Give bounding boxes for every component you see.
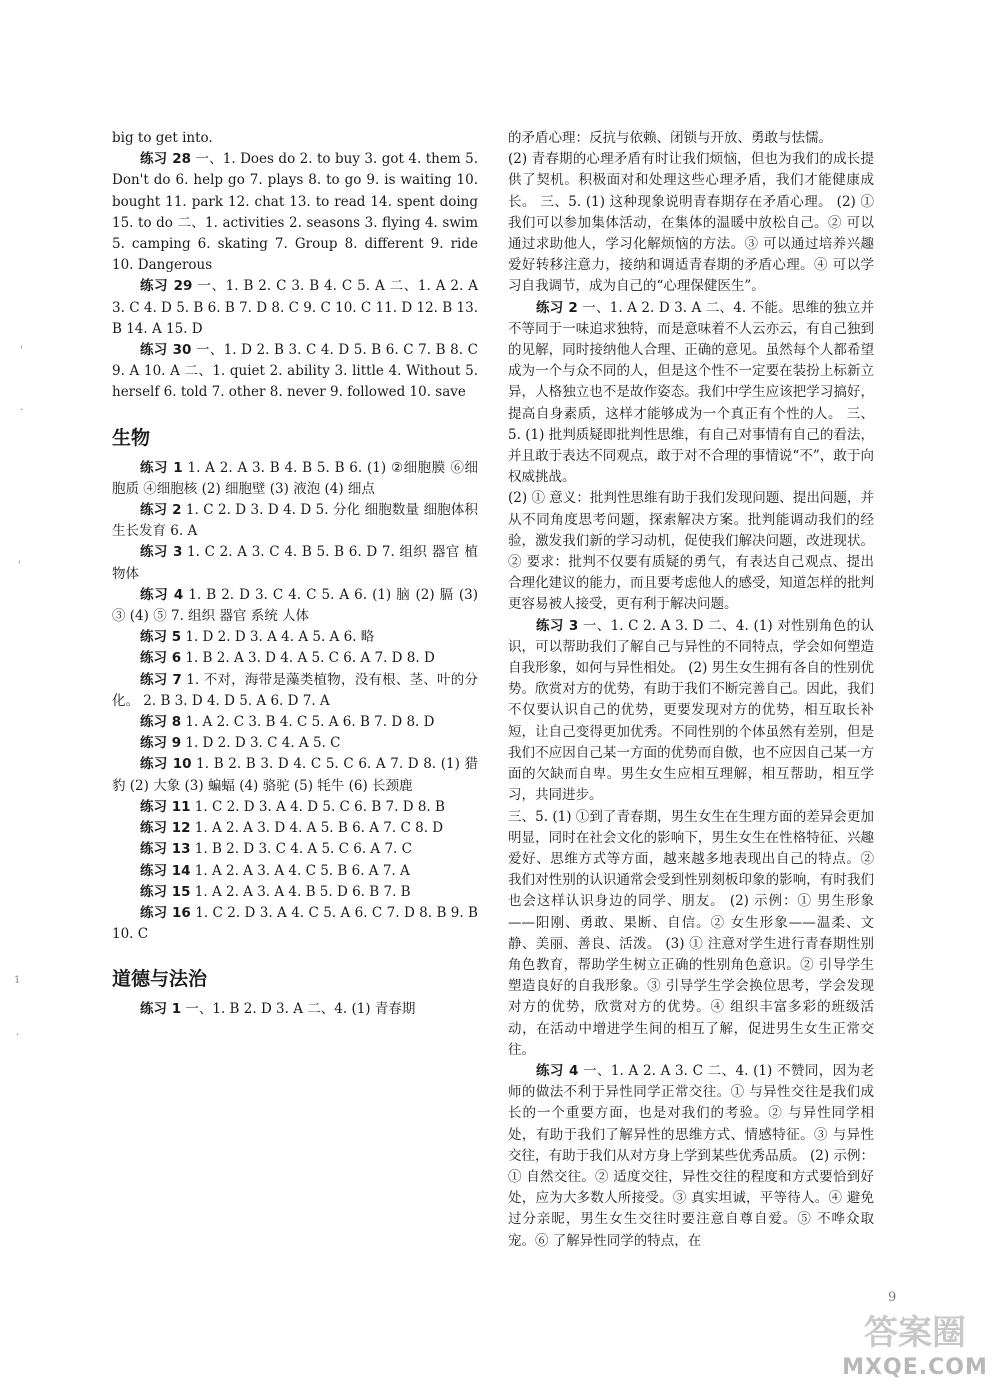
- exercise-label: 练习 2: [140, 502, 182, 519]
- exercise-answer: [112, 500, 478, 542]
- exercise-label: 练习 5: [140, 629, 182, 646]
- exercise-label: 练习 6: [140, 650, 182, 667]
- answer-text: 1. A 2. A 3. B 4. B 5. B 6. (1) ②细胞膜 ⑥细胞质 ④细胞核 (2) 细胞壁 (3) 液泡 (4) 细点: [112, 459, 478, 497]
- answer-text: big to get into.: [112, 130, 213, 146]
- exercise-label: 练习 3: [140, 544, 183, 561]
- answer-text: 1. A 2. A 3. A 4. B 5. D 6. B 7. B: [190, 883, 411, 900]
- exercise-answer: [112, 585, 478, 627]
- answer-text: 的矛盾心理：反抗与依赖、闭锁与开放、勇敢与怯懦。: [508, 130, 832, 146]
- exercise-answer: [112, 797, 478, 818]
- exercise-answer: [112, 340, 478, 404]
- exercise-answer: [112, 839, 478, 860]
- left-column: [112, 128, 478, 1021]
- answer-paragraph: [508, 128, 874, 149]
- answer-text: 1. B 2. D 3. C 4. C 5. A 6. (1) 脑 (2) 膈 (3) ③ (4) ⑤ 7. 组织 器官 系统 人体: [112, 586, 479, 625]
- answer-text: 1. C 2. D 3. D 4. D 5. 分化 细胞数量 细胞体积 生长发育 6. A: [112, 502, 478, 540]
- section-heading: 生物: [112, 426, 151, 449]
- exercise-answer: [112, 903, 478, 945]
- answer-text: (2) 青春期的心理矛盾有时让我们烦恼，但也为我们的成长提供了契机。积极面对和处理这些心理矛盾，我们才能健康成长。 三、5. (1) 这种现象说明青春期存在矛盾心理。 (2) ① 我们可以参加集体活动，在集体的温暖中放松自己。② 可以通过求助他人，学习化解烦恼的方法。③ 可以通过培养兴趣爱好转移注意力，接纳和调适青春期的矛盾心理。④ 可以学习自我调节，成为自己的“心理保健医生”。: [508, 151, 874, 295]
- exercise-answer: [112, 648, 478, 669]
- exercise-label: 练习 9: [140, 735, 182, 752]
- exercise-answer: [112, 542, 478, 584]
- answer-text: 1. C 2. A 3. C 4. B 5. B 6. D 7. 组织 器官 植物体: [112, 544, 479, 582]
- exercise-label: 练习 14: [140, 862, 191, 879]
- answer-paragraph: [508, 488, 874, 615]
- exercise-label: 练习 28: [140, 151, 191, 168]
- answer-text: 1. B 2. D 3. C 4. A 5. C 6. A 7. C: [190, 841, 412, 858]
- exercise-label: 练习 4: [140, 586, 184, 603]
- exercise-label: 练习 30: [140, 342, 192, 359]
- exercise-answer: [112, 861, 478, 882]
- watermark-site: MXQE.COM: [842, 1355, 988, 1380]
- exercise-label: 练习 1: [140, 1001, 182, 1018]
- exercise-label: 练习 7: [140, 671, 182, 688]
- answer-text: 一、1. Does do 2. to buy 3. got 4. them 5. Don't do 6. help go 7. plays 8. to go 9. is waiting 10. bought 11. park 12. chat 13. to read 14. spent doing 15. to do 二、1. activities 2. seasons 3. flying 4. swim 5. camping 6. skating 7. Group 8. different 9. ride 10. Dangerous: [112, 151, 478, 274]
- answer-text: 1. C 2. D 3. A 4. C 5. A 6. C 7. D 8. B 9. B 10. C: [112, 904, 478, 943]
- exercise-answer: [508, 298, 874, 489]
- answer-paragraph: [508, 807, 874, 1061]
- exercise-answer: [112, 670, 478, 712]
- exercise-answer: [112, 276, 478, 340]
- answer-text: 一、1. A 2. A 3. C 二、4. (1) 不赞同，因为老师的做法不利于异性同学正常交往。① 与异性交往是我们成长的一个重要方面，也是对我们的考验。② 与异性同学相处，有助于我们了解异性的思维方式、情感特征。③ 与异性交往，有助于我们从对方身上学到某些优秀品质。 (2) 示例：① 自然交往。② 适度交往，异性交往的程度和方式要恰到好处，应为大多数人所接受。③ 真实坦诚，平等待人。④ 避免过分亲昵，男生女生交往时要注意自尊自爱。⑤ 不哗众取宠。⑥ 了解异性同学的特点，在: [508, 1062, 875, 1249]
- answer-text: 1. B 2. A 3. D 4. A 5. C 6. A 7. D 8. D: [181, 650, 435, 667]
- answer-text: 1. A 2. C 3. B 4. C 5. A 6. B 7. D 8. D: [181, 714, 435, 731]
- answer-text: 一、1. B 2. D 3. A 二、4. (1) 青春期: [181, 1001, 416, 1018]
- answer-paragraph: [508, 149, 874, 297]
- exercise-label: 练习 16: [140, 904, 191, 921]
- exercise-label: 练习 10: [140, 756, 192, 773]
- answer-text: 1. B 2. B 3. D 4. C 5. C 6. A 7. D 8. (1) 猎豹 (2) 大象 (3) 蝙蝠 (4) 骆驼 (5) 牦牛 (6) 长颈鹿: [112, 756, 478, 794]
- answer-text: 一、1. C 2. A 3. D 二、4. (1) 对性别角色的认识，可以帮助我们了解自己与异性的不同特点，学会如何塑造自我形象，如何与异性相处。 (2) 男生女生拥有各自的性别优势。欣赏对方的优势，有助于我们不断完善自己。因此，我们不仅要认识自己的优势，更要发现对方的优势，相互取长补短，让自己变得更加优秀。不同性别的个体虽然有差别，但是我们不应因自己某一方面的优势而自傲，也不应因自己某一方面的欠缺而自卑。男生女生应相互理解，相互帮助，相互学习，共同进步。: [508, 617, 874, 804]
- answer-text: 1. A 2. A 3. A 4. C 5. B 6. A 7. A: [190, 862, 410, 879]
- watermark: [840, 1305, 990, 1393]
- exercise-label: 练习 11: [140, 798, 191, 815]
- answer-text: 1. C 2. D 3. A 4. D 5. C 6. B 7. D 8. B: [190, 798, 445, 815]
- exercise-answer: [112, 818, 478, 839]
- exercise-label: 练习 8: [140, 714, 182, 731]
- exercise-answer: [112, 458, 478, 500]
- watermark-logo: 答案圈: [864, 1313, 966, 1353]
- exercise-answer: [112, 627, 478, 648]
- answer-text: 1. D 2. D 3. A 4. A 5. A 6. 略: [181, 629, 375, 646]
- exercise-answer: [508, 1061, 874, 1252]
- answer-text: 一、1. B 2. C 3. B 4. C 5. A 二、1. A 2. A 3. C 4. D 5. B 6. B 7. D 8. C 9. C 10. C 11. D 12. B 13. B 14. A 15. D: [112, 278, 478, 337]
- page-number: 9: [888, 1290, 897, 1305]
- exercise-answer: [508, 616, 874, 807]
- right-column: [508, 128, 874, 1252]
- section-heading: 道德与法治: [112, 968, 208, 991]
- exercise-answer: [112, 149, 478, 276]
- exercise-label: 练习 12: [140, 820, 191, 837]
- answer-text: (2) ① 意义：批判性思维有助于我们发现问题、提出问题，并从不同角度思考问题，探索解决方案。批判能调动我们的经验，激发我们新的学习动机，促使我们解决问题，改进现状。② 要求：批判不仅要有质疑的勇气，有表达自己观点、提出合理化建议的能力，而且要考虑他人的感受，知道怎样的批判更容易被人接受，更有利于解决问题。: [508, 490, 874, 613]
- exercise-answer: [112, 712, 478, 733]
- answer-text: 1. A 2. A 3. D 4. A 5. B 6. A 7. C 8. D: [190, 820, 444, 837]
- exercise-answer: [112, 999, 478, 1020]
- exercise-answer: [112, 733, 478, 754]
- exercise-answer: [112, 754, 478, 796]
- exercise-label: 练习 15: [140, 883, 191, 900]
- answer-text: 1. 不对，海带是藻类植物，没有根、茎、叶的分化。 2. B 3. D 4. D 5. A 6. D 7. A: [112, 671, 479, 709]
- answer-paragraph: [112, 128, 478, 149]
- answer-text: 1. D 2. D 3. C 4. A 5. C: [181, 735, 341, 752]
- exercise-label: 练习 1: [140, 459, 183, 476]
- exercise-label: 练习 3: [536, 617, 579, 634]
- answer-text: 一、1. D 2. B 3. C 4. D 5. B 6. C 7. B 8. C 9. A 10. A 二、1. quiet 2. ability 3. little 4. Without 5. herself 6. told 7. other 8. never 9. followed 10. save: [112, 342, 478, 401]
- exercise-label: 练习 29: [140, 278, 193, 295]
- exercise-answer: [112, 882, 478, 903]
- exercise-label: 练习 13: [140, 841, 191, 858]
- answer-text: 一、1. A 2. D 3. A 二、4. 不能。思维的独立并不等同于一味追求独特，而是意味着不人云亦云，有自己独到的见解，同时接纳他人合理、正确的意见。虽然每个人都希望成为一个与众不同的人，但是这个性不一定要在装扮上标新立异，人格独立也不是故作姿态。我们中学生应该把学习搞好，提高自身素质，这样才能够成为一个真正有个性的人。 三、5. (1) 批判质疑即批判性思维，有自己对事情有自己的看法，并且敢于表达不同观点，敢于对不合理的事情说“不”，敢于向权威挑战。: [508, 299, 874, 486]
- exercise-label: 练习 4: [536, 1062, 579, 1079]
- answer-text: 三、5. (1) ①到了青春期，男生女生在生理方面的差异会更加明显，同时在社会文化的影响下，男生女生在性格特征、兴趣爱好、思维方式等方面，越来越多地表现出自己的特点。② 我们对性别的认识通常会受到性别刻板印象的影响，有时我们也会这样认识身边的同学、朋友。 (2) 示例：① 男生形象——阳刚、勇敢、果断、自信。② 女生形象——温柔、文静、美丽、善良、活泼。 (3) ① 注意对学生进行青春期性别角色教育，帮助学生树立正确的性别角色意识。② 引导学生塑造良好的自我形象。③ 引导学生学会换位思考，学会发现对方的优势，欣赏对方的优势。④ 组织丰富多彩的班级活动，在活动中增进学生间的相互了解，促进男生女生正常交往。: [508, 808, 874, 1058]
- exercise-label: 练习 2: [536, 299, 578, 316]
